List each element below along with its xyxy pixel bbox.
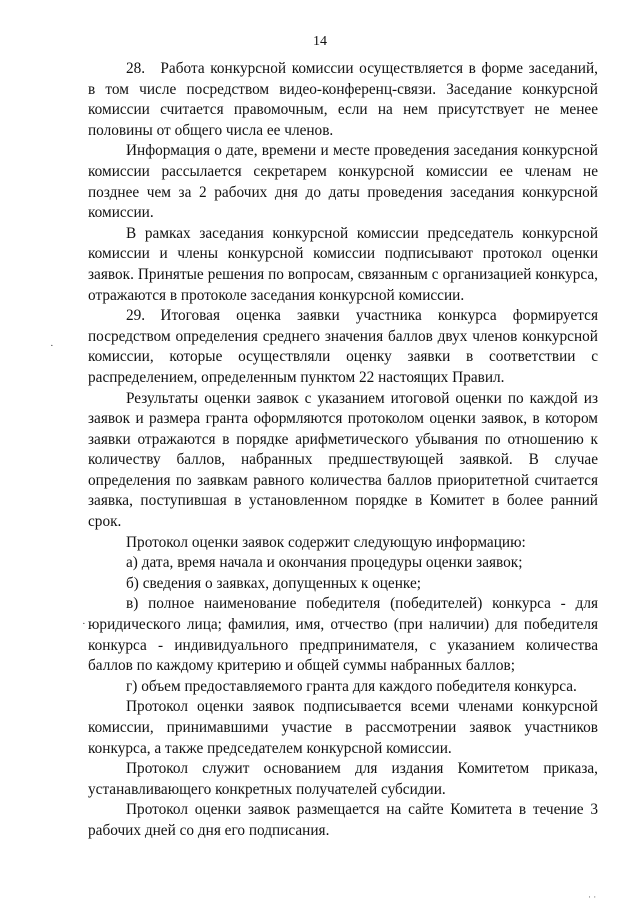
scan-speck: · [50, 340, 54, 352]
paragraph-meeting-protocol: В рамках заседания конкурсной комиссии председатель конкурсной комиссии и члены конкурсной комиссии подписывают протокол оценки заявок. Принятые решения по вопросам, связанным с организацией конкурса, отражаются в протоколе заседания конкурсной комиссии. [88, 224, 598, 304]
scan-speck: · · [588, 892, 597, 902]
paragraph-28: 28. Работа конкурсной комиссии осуществляется в форме заседаний, в том числе посредством видео-конференц-связи. Заседание конкурсной комиссии считается правомочным, если на нем присутствует не менее половины от общего числа ее членов. [88, 60, 598, 139]
paragraph-protocol-basis: Протокол служит основанием для издания Комитетом приказа, устанавливающего конкретных получателей субсидии. [88, 760, 598, 798]
page-number: 14 [313, 34, 327, 49]
paragraph-protocol-signing: Протокол оценки заявок подписывается всеми членами конкурсной комиссии, принимавшими участие в рассмотрении заявок участников конкурса, а также председателем конкурсной комиссии. [88, 698, 598, 757]
paragraph-meeting-info: Информация о дате, времени и месте проведения заседания конкурсной комиссии рассылается секретарем конкурсной комиссии ее членам не позднее чем за 2 рабочих дня до даты проведения заседания конкурсной комиссии. [88, 142, 598, 222]
document-body [88, 59, 598, 842]
list-item-g: г) объем предоставляемого гранта для каждого победителя конкурса. [126, 677, 577, 695]
paragraph-protocol-contents: Протокол оценки заявок содержит следующую информацию: [126, 533, 526, 551]
list-item-a: а) дата, время начала и окончания процедуры оценки заявок; [126, 554, 523, 572]
paragraph-29: 29. Итоговая оценка заявки участника конкурса формируется посредством определения среднего значения баллов двух членов конкурсной комиссии, которые осуществляли оценку заявки в соответствии с распределением, определенным пунктом 22 настоящих Правил. [88, 307, 598, 386]
scan-speck: · [82, 618, 86, 630]
paragraph-results: Результаты оценки заявок с указанием итоговой оценки по каждой из заявок и размера гранта оформляются протоколом оценки заявок, в котором заявки отражаются в порядке арифметического убывания по отношению к количеству баллов, набранных предшествующей заявкой. В случае определения по заявкам равного количества баллов приоритетной считается заявка, поступившая в установленном порядке в Комитет в более ранний срок. [88, 389, 598, 531]
list-item-b: б) сведения о заявках, допущенных к оценке; [126, 574, 421, 592]
list-item-v: в) полное наименование победителя (победителей) конкурса - для юридического лица; фамилия, имя, отчество (при наличии) для победителя конкурса - индивидуального предпринимателя, с указанием количества баллов по каждому критерию и общей суммы набранных баллов; [88, 595, 598, 675]
paragraph-protocol-publication: Протокол оценки заявок размещается на сайте Комитета в течение 3 рабочих дней со дня его подписания. [88, 801, 598, 839]
